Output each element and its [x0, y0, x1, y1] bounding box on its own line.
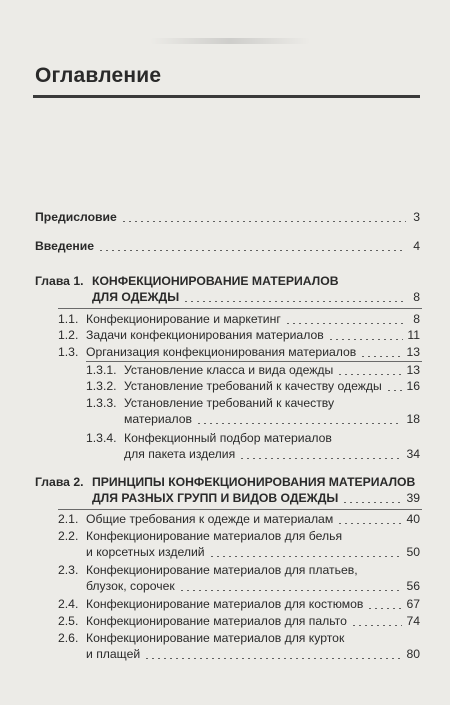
entry-title: Установление требований к качеству одежды: [124, 379, 382, 393]
leader-dots: [209, 556, 403, 557]
page-number: 11: [407, 328, 420, 342]
entry-title-line1: Конфекционный подбор материалов: [124, 431, 332, 445]
entry-title: Организация конфекционирования материалов: [86, 345, 357, 359]
page-number: 74: [406, 614, 420, 628]
entry-title: Предисловие: [35, 210, 117, 224]
section-rule: [58, 308, 422, 309]
entry-title-line1: КОНФЕКЦИОНИРОВАНИЕ МАТЕРИАЛОВ: [92, 274, 339, 288]
leader-dots: [367, 608, 402, 609]
page-number: 50: [406, 545, 420, 559]
leader-dots: [196, 423, 402, 424]
page-number: 40: [406, 512, 420, 526]
leader-dots: [337, 523, 402, 524]
leader-dots: [98, 250, 406, 251]
page-number: 16: [406, 379, 420, 393]
section-number: 1.2.: [58, 328, 79, 342]
entry-title-line2: для пакета изделия: [124, 447, 236, 461]
section-number: 1.3.1.: [86, 363, 117, 377]
toc-entry-1-2: [86, 327, 420, 343]
entry-title: Установление класса и вида одежды: [124, 363, 334, 377]
toc-entry-2-2: [86, 528, 420, 560]
toc-entry-1-3-1: [124, 362, 420, 378]
page-number: 34: [406, 447, 420, 461]
page-number: 80: [406, 647, 420, 661]
entry-title: Задачи конфекционирования материалов: [86, 328, 324, 342]
toc-entry-1-3: [86, 344, 420, 360]
page-title: Оглавление: [35, 64, 162, 87]
entry-title-line2: материалов: [124, 412, 192, 426]
entry-title-line2: ДЛЯ ОДЕЖДЫ: [92, 290, 180, 304]
page-number: 13: [406, 345, 420, 359]
entry-title-line2: ДЛЯ РАЗНЫХ ГРУПП И ВИДОВ ОДЕЖДЫ: [92, 491, 339, 505]
chapter-label: Глава 2.: [35, 475, 84, 489]
toc-entry-1-3-3: [124, 395, 420, 427]
title-rule: [33, 95, 420, 98]
section-number: 2.2.: [58, 529, 79, 543]
toc-entry-chapter-2: [92, 474, 420, 506]
leader-dots: [360, 356, 402, 357]
leader-dots: [386, 390, 403, 391]
entry-title: Общие требования к одежде и материалам: [86, 512, 334, 526]
section-number: 1.3.3.: [86, 396, 117, 410]
page-number: 56: [406, 579, 420, 593]
toc-entry-2-3: [86, 562, 420, 594]
toc-entry-preface: [35, 209, 420, 225]
page-number: 8: [413, 290, 420, 304]
section-number: 1.3.2.: [86, 379, 117, 393]
entry-title-line2: блузок, сорочек: [86, 579, 175, 593]
section-number: 1.3.4.: [86, 431, 117, 445]
toc-entry-2-5: [86, 613, 420, 629]
leader-dots: [351, 625, 403, 626]
section-number: 2.3.: [58, 563, 79, 577]
entry-title-line2: и плащей: [86, 647, 141, 661]
leader-dots: [144, 658, 402, 659]
toc-entry-intro: [35, 238, 420, 254]
entry-title: Конфекционирование материалов для костюмов: [86, 597, 364, 611]
leader-dots: [239, 458, 402, 459]
page-number: 18: [406, 412, 420, 426]
entry-title: Введение: [35, 239, 95, 253]
leader-dots: [285, 323, 406, 324]
chapter-label: Глава 1.: [35, 274, 84, 288]
section-number: 2.4.: [58, 597, 79, 611]
leader-dots: [342, 502, 402, 503]
section-number: 2.1.: [58, 512, 79, 526]
leader-dots: [328, 339, 404, 340]
toc-entry-1-1: [86, 311, 420, 327]
toc-entry-1-3-2: [124, 378, 420, 394]
toc-entry-chapter-1: [92, 273, 420, 305]
leader-dots: [183, 301, 406, 302]
page-number: 4: [413, 239, 420, 253]
page-number: 13: [406, 363, 420, 377]
section-number: 2.5.: [58, 614, 79, 628]
page-number: 39: [406, 491, 420, 505]
section-number: 1.1.: [58, 312, 79, 326]
leader-dots: [179, 590, 403, 591]
entry-title-line1: Установление требований к качеству: [124, 396, 335, 410]
page-number: 67: [406, 597, 420, 611]
entry-title-line1: Конфекционирование материалов для платьев,: [86, 563, 358, 577]
entry-title: Конфекционирование материалов для пальто: [86, 614, 347, 628]
leader-dots: [337, 374, 402, 375]
toc-entry-1-3-4: [124, 430, 420, 462]
entry-title-line2: и корсетных изделий: [86, 545, 205, 559]
section-rule: [58, 509, 422, 510]
section-number: 2.6.: [58, 631, 79, 645]
toc-entry-2-6: [86, 630, 420, 662]
section-number: 1.3.: [58, 345, 79, 359]
entry-title: Конфекционирование и маркетинг: [86, 312, 281, 326]
entry-title-line1: Конфекционирование материалов для курток: [86, 631, 345, 645]
entry-title-line1: ПРИНЦИПЫ КОНФЕКЦИОНИРОВАНИЯ МАТЕРИАЛОВ: [92, 475, 416, 489]
toc-entry-2-4: [86, 596, 420, 612]
toc-entry-2-1: [86, 511, 420, 527]
page-number: 8: [413, 312, 420, 326]
page-number: 3: [413, 210, 420, 224]
leader-dots: [121, 221, 406, 222]
bleed-through-header: [150, 38, 310, 44]
entry-title-line1: Конфекционирование материалов для белья: [86, 529, 343, 543]
